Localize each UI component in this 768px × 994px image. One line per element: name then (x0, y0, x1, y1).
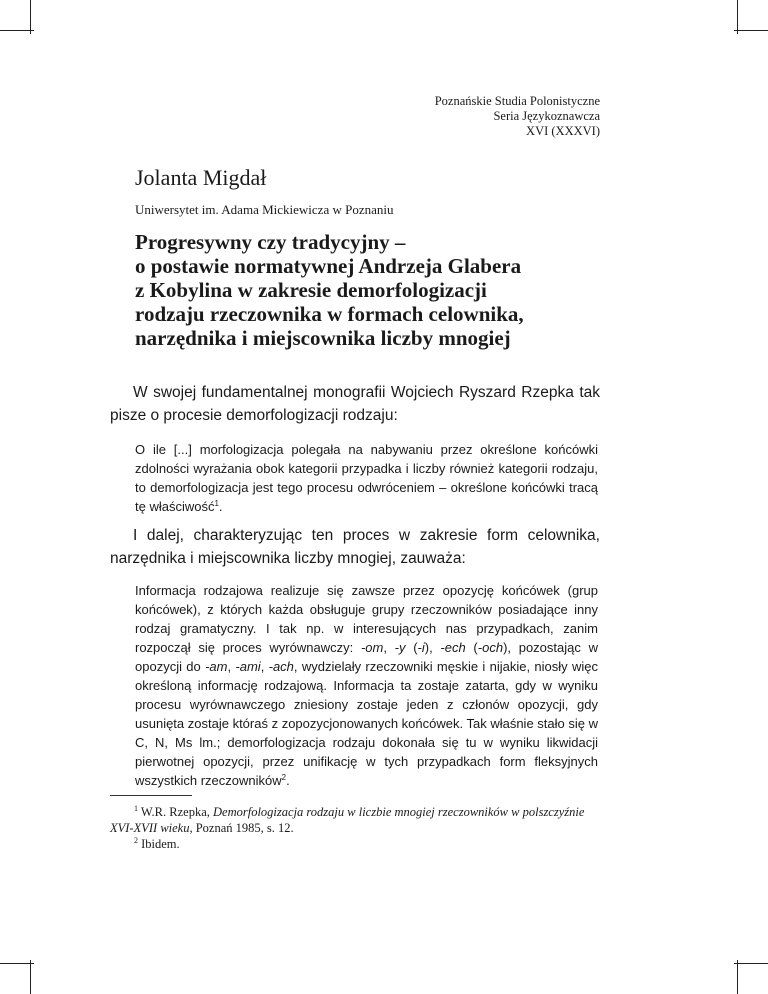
journal-name: Poznańskie Studia Polonistyczne (434, 94, 600, 108)
crop-mark-top-right-h (734, 30, 768, 31)
footnote-1-author: W.R. Rzepka, (140, 805, 214, 819)
separator: ), (424, 640, 441, 655)
crop-mark-top-left (30, 0, 31, 34)
footnote-1 (110, 804, 600, 836)
footnote-1-number: 1 (134, 804, 138, 813)
ending-y: -y (394, 640, 406, 655)
quote-2-text: , wydzielały rzeczowniki męskie i nijakie, niosły więc określoną informację rodzajową. Informacja ta zostaje zatarta, gdy w wyniku procesu wyrównawczego zniesiony zostaje jeden z członów opozycji, gdy usunięta zostaje któraś z zopozycjonowanych końcówek. Tak właśnie stało się w C, N, Ms lm.; demorfologizacja rodzaju dokonała się tu w wyniku likwidacji pierwotnej opozycji, przez unifikację w tych przypadkach form fleksyjnych wszystkich rzeczowników (135, 659, 598, 788)
footnote-divider (110, 795, 192, 796)
author-affiliation: Uniwersytet im. Adama Mickiewicza w Poznaniu (135, 202, 394, 217)
title-line: rodzaju rzeczownika w formach celownika, (135, 302, 524, 326)
crop-mark-top-left-h (0, 30, 34, 31)
separator: , (383, 640, 395, 655)
crop-mark-bottom-right (737, 960, 738, 994)
footnotes (110, 804, 600, 852)
title-line: z Kobylina w zakresie demorfologizacji (135, 278, 487, 302)
footnote-2 (110, 836, 600, 852)
paragraph-intro (110, 381, 600, 427)
quote-2-end: . (286, 773, 290, 788)
separator: ( (405, 640, 418, 655)
title-line: o postawie normatywnej Andrzeja Glabera (135, 254, 522, 278)
quote-2-text: Informacja rodzajowa realizuje się zawsze przez opozycję końcówek (grup końcówek), z których każda obsługuje grupy rzeczowników posiadające inny rodzaj gramatyczny. I tak np. w interesujących nas przypadkach, zanim rozpoczął się proces wyrównawczy: (135, 583, 598, 655)
ending-ech: -ech (440, 640, 466, 655)
journal-volume: XVI (XXXVI) (526, 124, 600, 138)
block-quote-1 (135, 440, 598, 516)
footnote-ref-2[interactable]: 2 (281, 773, 287, 782)
separator: , (227, 659, 236, 674)
title-line: Progresywny czy tradycyjny – (135, 230, 406, 254)
quote-2-text: ), pozostając w opozycji do (135, 640, 598, 674)
journal-header (435, 94, 600, 139)
quote-1-end: . (218, 499, 223, 514)
article-title (135, 230, 655, 350)
separator: ( (465, 640, 478, 655)
ending-ach: -ach (268, 659, 294, 674)
crop-mark-top-right (737, 0, 738, 34)
paragraph-continuation-text: I dalej, charakteryzując ten proces w zakresie form celownika, narzędnika i miejscownika liczby mnogiej, zauważa: (110, 527, 600, 567)
footnote-2-number: 2 (134, 836, 138, 845)
footnote-1-title: Demorfologizacja rodzaju w liczbie mnogiej rzeczowników w polszczyźnie XVI-XVII wieku (110, 805, 585, 835)
ending-och: -och (477, 640, 504, 655)
crop-mark-bottom-left (30, 960, 31, 994)
paragraph-intro-text: W swojej fundamentalnej monografii Wojciech Ryszard Rzepka tak pisze o procesie demorfologizacji rodzaju: (110, 384, 600, 424)
ending-am: -am (205, 659, 228, 674)
journal-series: Seria Językoznawcza (493, 109, 600, 123)
block-quote-2 (135, 581, 598, 790)
footnote-ref-1[interactable]: 1 (214, 499, 219, 508)
author-name: Jolanta Migdał (135, 165, 267, 190)
footnote-1-rest: , Poznań 1985, s. 12. (189, 821, 294, 835)
paragraph-continuation (110, 524, 600, 570)
title-line: narzędnika i miejscownika liczby mnogiej (135, 326, 511, 350)
footnote-2-text: Ibidem. (141, 837, 180, 851)
crop-mark-bottom-left-h (0, 963, 34, 964)
quote-1-text: O ile [...] morfologizacja polegała na nabywaniu przez określone końcówki zdolności wyrażania obok kategorii przypadka i liczby również kategorii rodzaju, to demorfologizacja jest tego procesu odwróceniem – określone końcówki tracą tę właściwość (135, 442, 598, 514)
crop-mark-bottom-right-h (734, 963, 768, 964)
ending-ami: -ami (235, 659, 261, 674)
ending-om: -om (360, 640, 384, 655)
ending-i: -i (417, 640, 425, 655)
separator: , (260, 659, 269, 674)
